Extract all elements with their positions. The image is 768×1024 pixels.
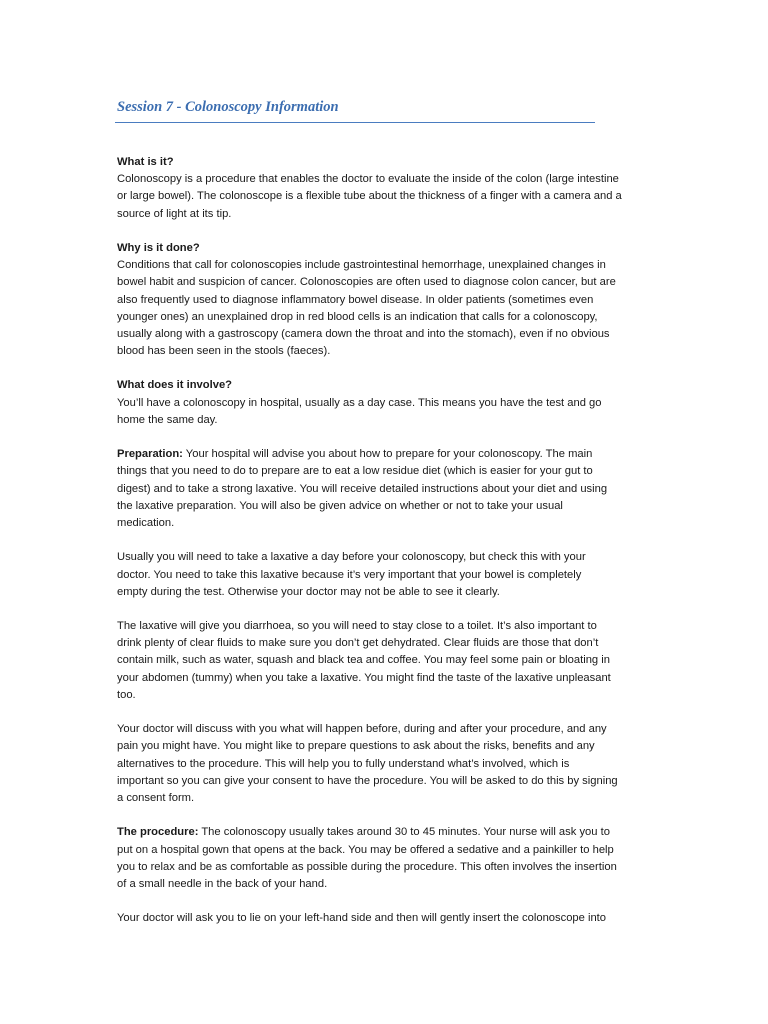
- paragraph-line: medication.: [117, 516, 175, 529]
- paragraph-line: bowel habit and suspicion of cancer. Colonoscopies are often used to diagnose colon cancer, but are: [117, 276, 616, 289]
- paragraph-laxative-effects: [117, 618, 662, 704]
- paragraph-gap: [117, 429, 662, 446]
- document-title: Session 7 - Colonoscopy Information: [117, 99, 339, 115]
- paragraph-gap: [117, 704, 662, 721]
- paragraph-line: drink plenty of clear fluids to make sure you don’t get dehydrated. Clear fluids are those that don’t: [117, 637, 599, 650]
- paragraph-line: [117, 824, 662, 841]
- paragraph-gap: [117, 360, 662, 377]
- paragraph-line: [117, 446, 662, 463]
- paragraph-laxative-timing: [117, 549, 662, 601]
- paragraph-line: a consent form.: [117, 791, 195, 804]
- section-what-does-it-involve: [117, 377, 662, 429]
- paragraph-line: digest) and to take a strong laxative. You will receive detailed instructions about your diet and using: [117, 482, 608, 495]
- paragraph-line: or large bowel). The colonoscope is a flexible tube about the thickness of a finger with a camera and a: [117, 190, 622, 203]
- inline-text: Your hospital will advise you about how to prepare for your colonoscopy. The main: [182, 448, 593, 461]
- paragraph-line: Your doctor will ask you to lie on your left-hand side and then will gently insert the colonoscope into: [117, 912, 607, 925]
- paragraph-line: doctor. You need to take this laxative because it’s very important that your bowel is completely: [117, 568, 582, 581]
- paragraph-position: [117, 910, 662, 927]
- paragraph-line: too.: [117, 688, 136, 701]
- paragraph-line: You’ll have a colonoscopy in hospital, usually as a day case. This means you have the test and go: [117, 396, 602, 409]
- paragraph-gap: [117, 223, 662, 240]
- paragraph-line: your abdomen (tummy) when you take a laxative. You might find the taste of the laxative unpleasant: [117, 671, 611, 684]
- paragraph-line: Colonoscopy is a procedure that enables the doctor to evaluate the inside of the colon (large intestine: [117, 173, 619, 186]
- section-heading: What does it involve?: [117, 379, 232, 392]
- paragraph-line: pain you might have. You might like to prepare questions to ask about the risks, benefits and any: [117, 740, 595, 753]
- paragraph-line: of a small needle in the back of your hand.: [117, 877, 328, 890]
- inline-label: The procedure:: [117, 826, 199, 839]
- paragraph-line: source of light at its tip.: [117, 207, 232, 220]
- paragraph-line: important so you can give your consent to have the procedure. You will be asked to do this by signing: [117, 774, 618, 787]
- title-underline: [115, 122, 595, 123]
- paragraph-line: blood has been seen in the stools (faeces).: [117, 345, 331, 358]
- section-heading: What is it?: [117, 156, 174, 168]
- paragraph-line: The laxative will give you diarrhoea, so you will need to stay close to a toilet. It’s also important to: [117, 620, 597, 633]
- paragraph-line: younger ones) an unexplained drop in red blood cells is an indication that calls for a colonoscopy,: [117, 310, 598, 323]
- paragraph-line: also frequently used to diagnose inflammatory bowel disease. In older patients (sometimes even: [117, 293, 594, 306]
- section-why-is-it-done: [117, 240, 662, 360]
- paragraph-line: Usually you will need to take a laxative a day before your colonoscopy, but check this with your: [117, 551, 586, 564]
- paragraph-line: things that you need to do to prepare are to eat a low residue diet (which is easier for your gut to: [117, 465, 593, 478]
- paragraph-consent: [117, 721, 662, 807]
- paragraph-line: alternatives to the procedure. This will help you to fully understand what’s involved, which is: [117, 757, 570, 770]
- paragraph-line: you to relax and be as comfortable as possible during the procedure. This often involves the insertion: [117, 860, 617, 873]
- section-preparation: [117, 446, 662, 532]
- paragraph-line: usually along with a gastroscopy (camera down the throat and into the stomach), even if no obvious: [117, 327, 610, 340]
- paragraph-line: contain milk, such as water, squash and black tea and coffee. You may feel some pain or bloating in: [117, 654, 610, 667]
- paragraph-gap: [117, 893, 662, 910]
- paragraph-gap: [117, 601, 662, 618]
- inline-text: The colonoscopy usually takes around 30 to 45 minutes. Your nurse will ask you to: [198, 826, 610, 839]
- paragraph-line: the laxative preparation. You will also be given advice on whether or not to take your usual: [117, 499, 563, 512]
- paragraph-line: home the same day.: [117, 413, 218, 426]
- paragraph-line: Your doctor will discuss with you what will happen before, during and after your procedure, and any: [117, 723, 607, 736]
- section-what-is-it: [117, 154, 662, 223]
- paragraph-gap: [117, 532, 662, 549]
- section-procedure: [117, 824, 662, 893]
- paragraph-line: empty during the test. Otherwise your doctor may not be able to see it clearly.: [117, 585, 500, 598]
- paragraph-gap: [117, 807, 662, 824]
- inline-label: Preparation:: [117, 448, 183, 461]
- paragraph-line: put on a hospital gown that opens at the back. You may be offered a sedative and a painkiller to help: [117, 843, 614, 856]
- document-body: [117, 154, 662, 927]
- section-heading: Why is it done?: [117, 241, 200, 254]
- paragraph-line: Conditions that call for colonoscopies include gastrointestinal hemorrhage, unexplained changes in: [117, 259, 606, 272]
